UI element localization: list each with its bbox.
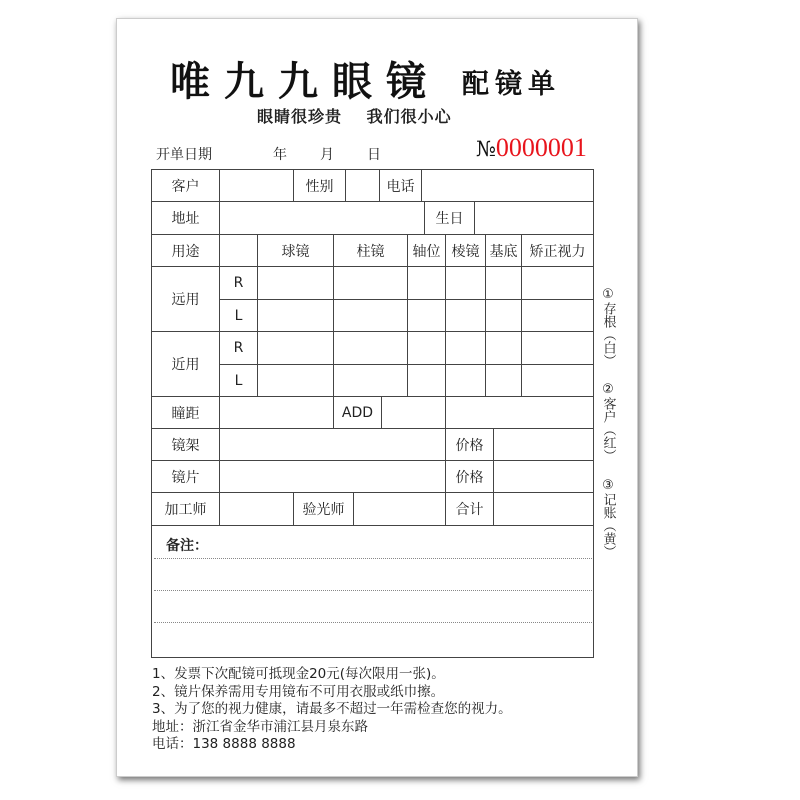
distance-right-sphere-field[interactable]	[257, 266, 334, 300]
address-field[interactable]	[219, 201, 425, 235]
slogan	[257, 104, 470, 127]
near-right-corrected-vision-field[interactable]	[521, 331, 594, 365]
footer-address: 地址：浙江省金华市浦江县月泉东路	[152, 718, 368, 735]
near-right-prism-field[interactable]	[445, 331, 486, 365]
distance-right-prism-field[interactable]	[445, 266, 486, 300]
copy-number: ①	[602, 287, 614, 302]
copy-label-stub	[600, 287, 616, 367]
year-label: 年	[273, 147, 287, 163]
near-left-prism-field[interactable]	[445, 364, 486, 397]
processor-field[interactable]	[219, 492, 294, 526]
serial-number-value: 0000001	[495, 133, 587, 162]
sphere-header: 球镜	[257, 234, 334, 267]
distance-label: 远用	[151, 266, 220, 332]
day-label: 日	[367, 147, 381, 163]
footer-notes	[152, 666, 512, 754]
frame-price-field[interactable]	[493, 428, 594, 461]
birthday-label: 生日	[424, 201, 475, 235]
add-field[interactable]	[381, 396, 446, 429]
copy-label-accounting	[600, 478, 616, 558]
lens-price-field[interactable]	[493, 460, 594, 493]
lens-field[interactable]	[219, 460, 446, 493]
pd-label: 瞳距	[151, 396, 220, 429]
copy-label-customer	[600, 382, 616, 462]
copy-name: 存根	[600, 302, 616, 328]
address-label: 地址	[151, 201, 220, 235]
distance-left-base-field[interactable]	[485, 299, 522, 332]
frame-field[interactable]	[219, 428, 446, 461]
footer-line: 3、为了您的视力健康，请最多不超过一年需检查您的视力。	[152, 701, 512, 717]
optometrist-label: 验光师	[293, 492, 354, 526]
near-left-corrected-vision-field[interactable]	[521, 364, 594, 397]
corrected-vision-header: 矫正视力	[521, 234, 594, 267]
pd-field[interactable]	[219, 396, 334, 429]
birthday-field[interactable]	[474, 201, 594, 235]
distance-right-eye-label: R	[219, 266, 258, 300]
distance-left-axis-field[interactable]	[407, 299, 446, 332]
notes-area[interactable]	[151, 525, 594, 658]
near-right-axis-field[interactable]	[407, 331, 446, 365]
near-right-sphere-field[interactable]	[257, 331, 334, 365]
distance-right-cylinder-field[interactable]	[333, 266, 408, 300]
notes-line[interactable]	[154, 590, 592, 591]
axis-header: 轴位	[407, 234, 446, 267]
copy-color: （黄）	[600, 519, 616, 558]
copy-name: 客户	[600, 397, 616, 423]
distance-left-sphere-field[interactable]	[257, 299, 334, 332]
near-label: 近用	[151, 331, 220, 397]
distance-right-base-field[interactable]	[485, 266, 522, 300]
optometrist-field[interactable]	[353, 492, 446, 526]
near-right-base-field[interactable]	[485, 331, 522, 365]
notes-line[interactable]	[154, 558, 592, 559]
number-sign: №	[476, 137, 496, 161]
copy-color: （白）	[600, 328, 616, 367]
frame-price-label: 价格	[445, 428, 494, 461]
usage-blank[interactable]	[219, 234, 258, 267]
near-right-cylinder-field[interactable]	[333, 331, 408, 365]
distance-right-corrected-vision-field[interactable]	[521, 266, 594, 300]
lens-label: 镜片	[151, 460, 220, 493]
footer-line: 1、发票下次配镜可抵现金20元(每次限用一张)。	[152, 666, 445, 682]
near-right-eye-label: R	[219, 331, 258, 365]
slogan-part-2: 我们很小心	[366, 107, 452, 126]
near-left-axis-field[interactable]	[407, 364, 446, 397]
copy-number: ②	[602, 382, 614, 397]
customer-label: 客户	[151, 169, 220, 202]
cylinder-header: 柱镜	[333, 234, 408, 267]
notes-label: 备注：	[166, 538, 208, 554]
notes-line[interactable]	[154, 622, 592, 623]
frame-label: 镜架	[151, 428, 220, 461]
processor-label: 加工师	[151, 492, 220, 526]
lens-price-label: 价格	[445, 460, 494, 493]
prism-header: 棱镜	[445, 234, 486, 267]
phone-field[interactable]	[421, 169, 594, 202]
blank-field[interactable]	[445, 396, 594, 429]
distance-left-cylinder-field[interactable]	[333, 299, 408, 332]
copy-color: （红）	[600, 423, 616, 462]
total-label: 合计	[445, 492, 494, 526]
near-left-cylinder-field[interactable]	[333, 364, 408, 397]
footer-phone: 电话：138 8888 8888	[152, 736, 296, 752]
slogan-part-1: 眼睛很珍贵	[257, 107, 343, 126]
near-left-sphere-field[interactable]	[257, 364, 334, 397]
distance-right-axis-field[interactable]	[407, 266, 446, 300]
shop-title: 唯九九眼镜	[170, 58, 440, 105]
copy-name: 记账	[600, 493, 616, 519]
add-label: ADD	[333, 396, 382, 429]
base-header: 基底	[485, 234, 522, 267]
total-field[interactable]	[493, 492, 594, 526]
gender-label: 性别	[293, 169, 346, 202]
form-title: 配镜单	[462, 69, 561, 100]
gender-field[interactable]	[345, 169, 380, 202]
copy-number: ③	[602, 478, 614, 493]
customer-field[interactable]	[219, 169, 294, 202]
serial-number	[476, 133, 587, 163]
usage-label: 用途	[151, 234, 220, 267]
month-label: 月	[320, 147, 334, 163]
distance-left-corrected-vision-field[interactable]	[521, 299, 594, 332]
distance-left-prism-field[interactable]	[445, 299, 486, 332]
near-left-base-field[interactable]	[485, 364, 522, 397]
distance-left-eye-label: L	[219, 299, 258, 332]
near-left-eye-label: L	[219, 364, 258, 397]
date-label: 开单日期	[156, 147, 212, 163]
footer-line: 2、镜片保养需用专用镜布不可用衣服或纸巾擦。	[152, 683, 445, 700]
phone-label: 电话	[379, 169, 422, 202]
